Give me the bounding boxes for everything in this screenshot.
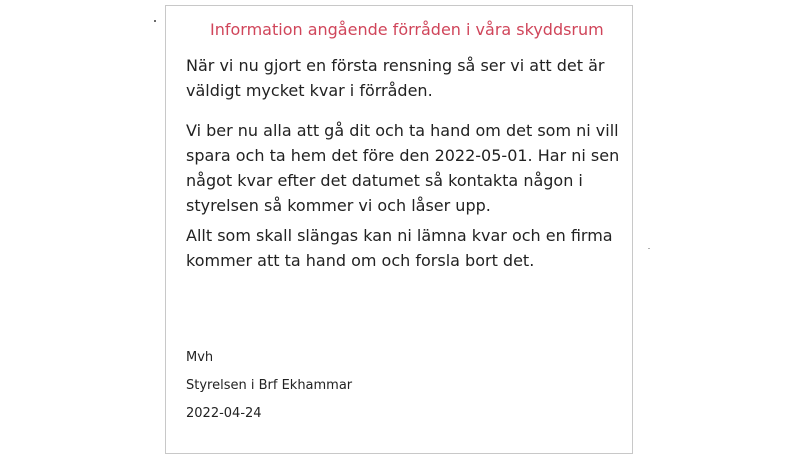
signoff-date: 2022-04-24 — [186, 406, 262, 421]
scan-speck — [154, 20, 156, 22]
notice-title: Information angående förråden i våra skyddsrum — [210, 20, 604, 39]
notice-sheet — [165, 5, 633, 454]
signoff-greeting: Mvh — [186, 350, 214, 365]
paragraph-request-pickup: Vi ber nu alla att gå dit och ta hand om det som ni vill spara och ta hem det före den 2022-05-01. Har ni sen något kvar efter det datumet så kontakta någon i styrelsen så kommer vi och låser upp. — [186, 121, 620, 215]
paragraph-disposal: Allt som skall slängas kan ni lämna kvar och en firma kommer att ta hand om och forsla bort det. — [186, 226, 613, 270]
paragraph-cleanup-status: När vi nu gjort en första rensning så ser vi att det är väldigt mycket kvar i förråden. — [186, 56, 605, 100]
signoff-sender: Styrelsen i Brf Ekhammar — [186, 378, 353, 393]
scan-speck — [648, 248, 650, 249]
